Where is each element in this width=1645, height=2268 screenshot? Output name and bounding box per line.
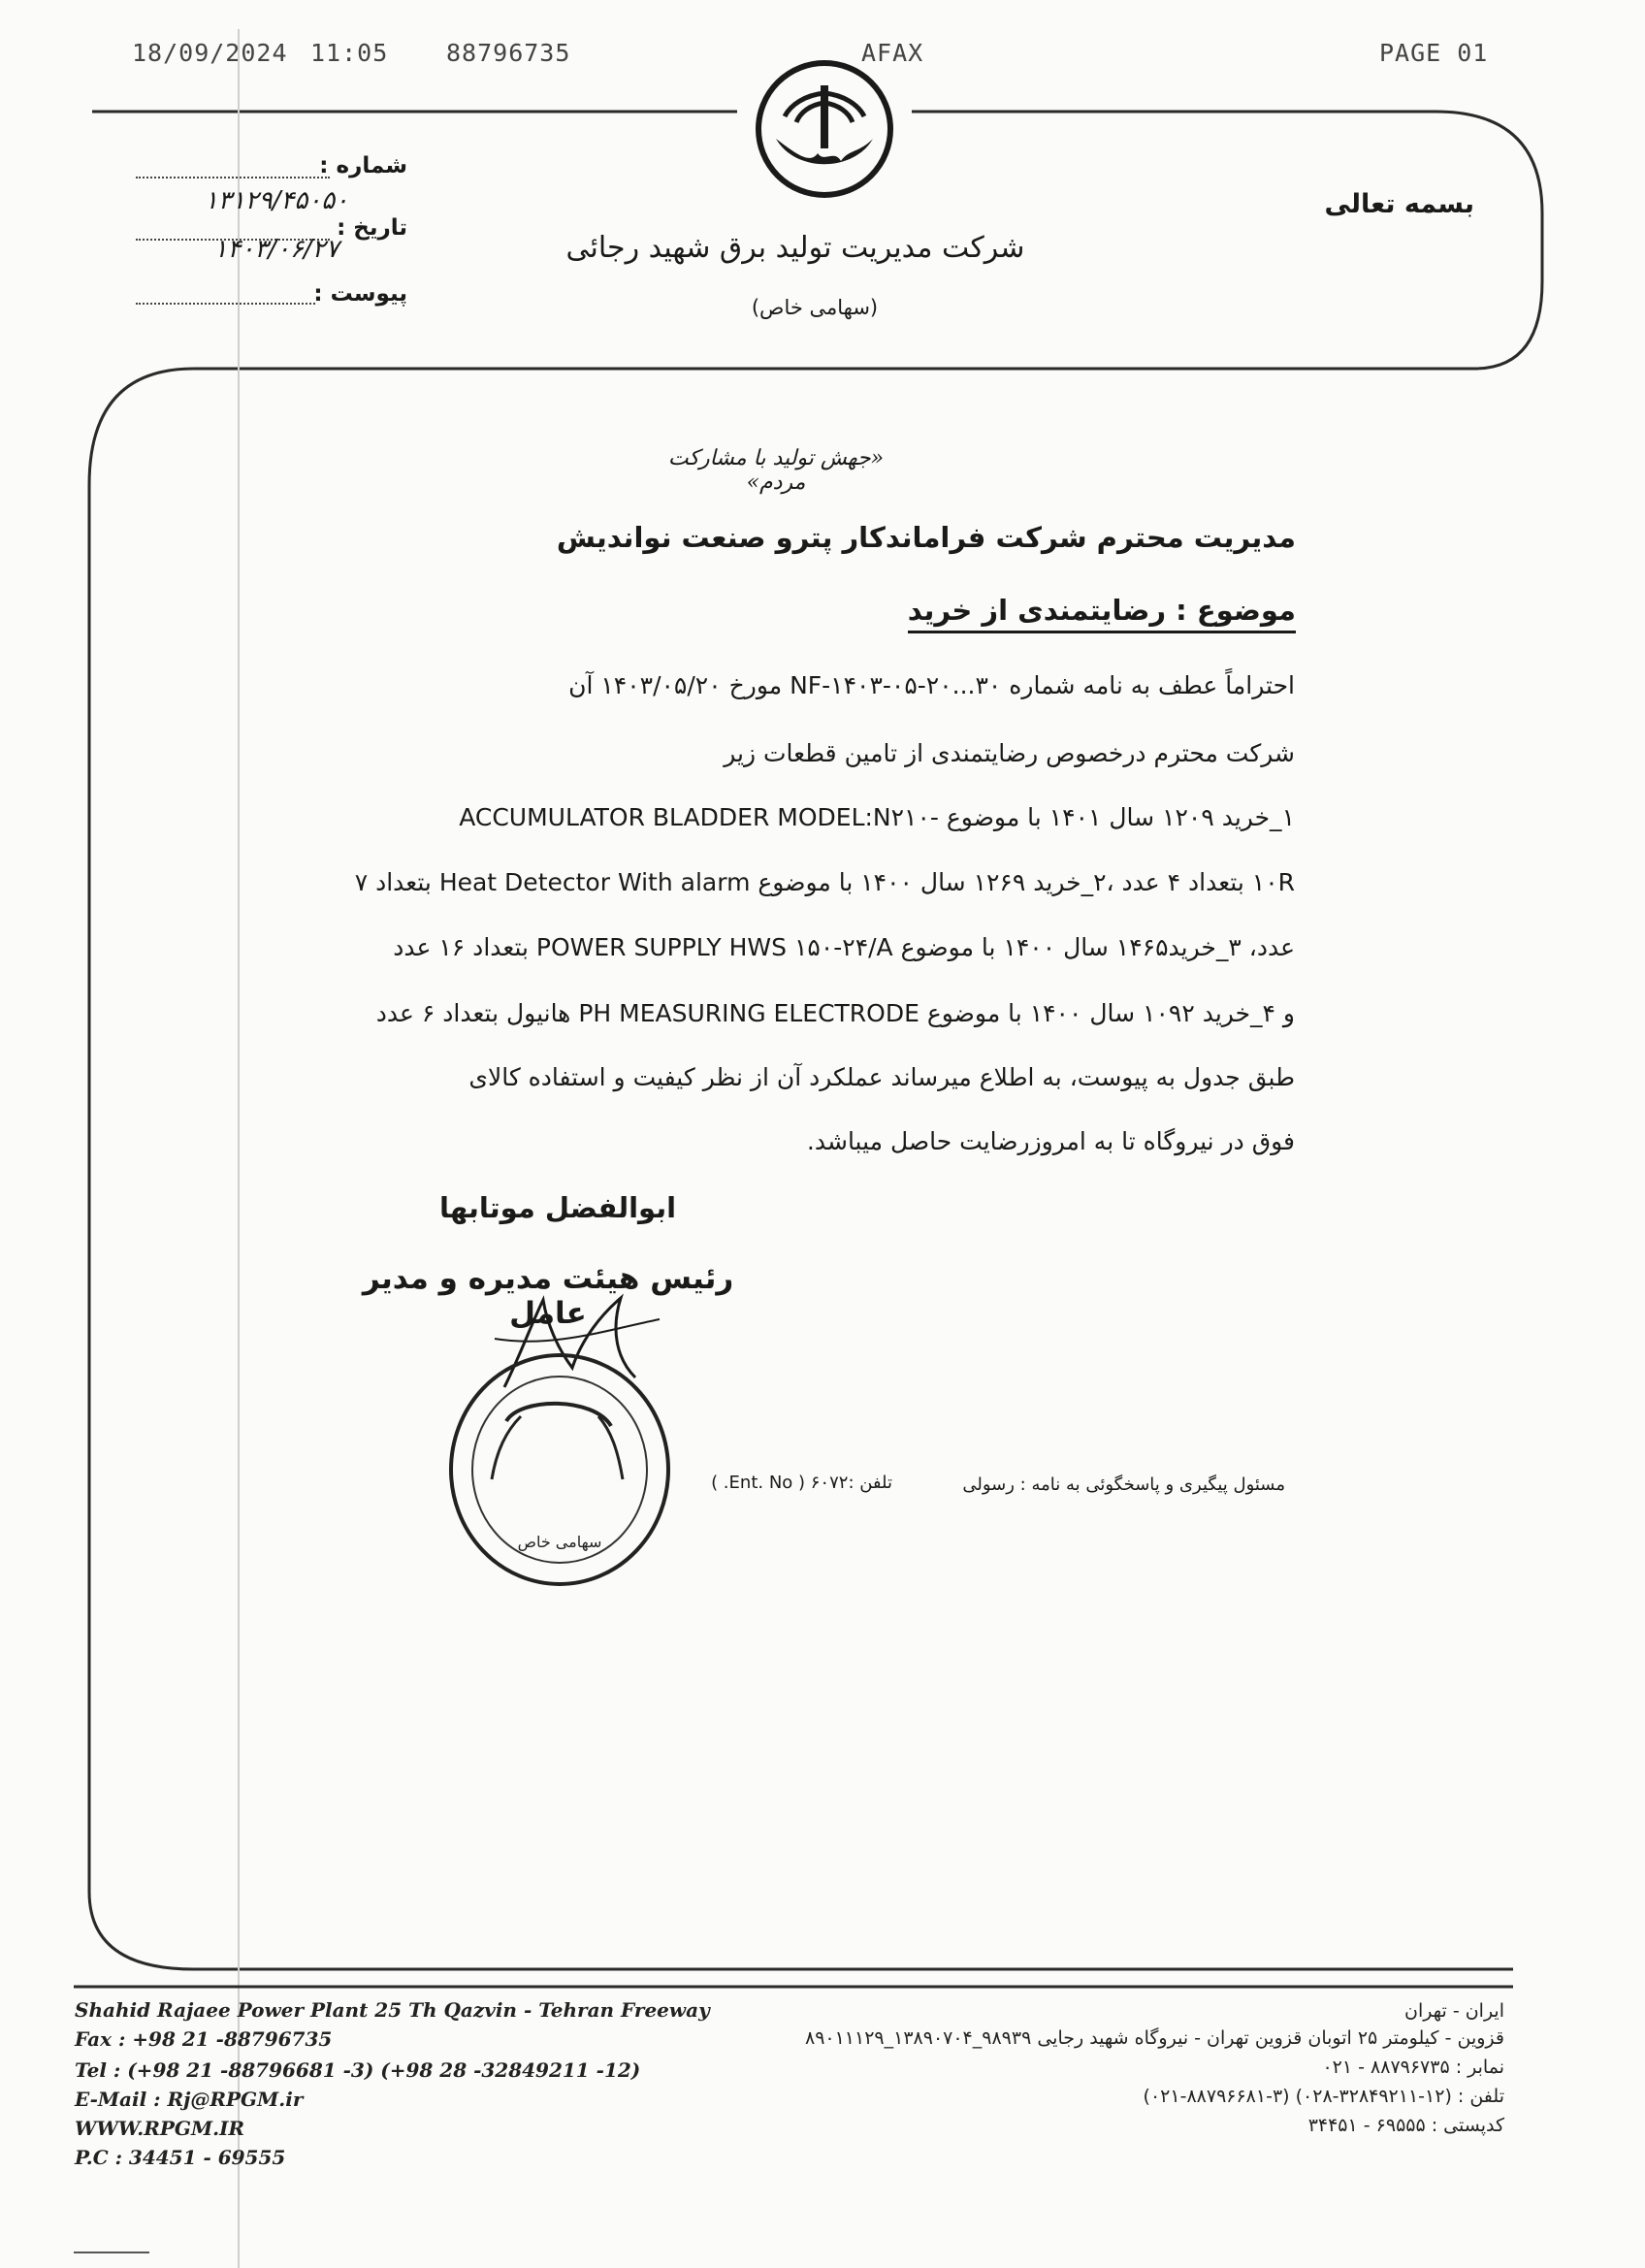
slogan: «جهش تولید با مشارکت مردم» — [667, 446, 885, 495]
footer-country-fa: ایران - تهران — [1404, 2000, 1504, 2022]
footer-fax-en: Fax : +98 21 -88796735 — [75, 2027, 333, 2051]
footer-tel-en: Tel : (+98 21 -88796681 -3) (+98 28 -32849211 -12) — [75, 2058, 641, 2082]
footer-tel-fa: تلفن : (۱۲-۳۲۸۴۹۲۱۱-۰۲۸) (۳-۸۸۷۹۶۶۸۱-۰۲۱) — [1143, 2086, 1504, 2107]
subject — [811, 594, 1296, 627]
footer-address-fa: قزوین - کیلومتر ۲۵ اتوبان قزوین تهران - نیروگاه شهید رجایی ۹۸۹۳۹_۱۳۸۹۰۷۰۴_۸۹۰۱۱۱۲۹ — [804, 2027, 1504, 2049]
number-value: ۱۳۱۲۹/۴۵۰۵۰ — [204, 186, 349, 215]
footer-web-en: WWW.RPGM.IR — [75, 2117, 245, 2140]
letter-line-5: عدد، ۳_خرید۱۴۶۵ سال ۱۴۰۰ با موضوع POWER SUPPLY HWS ۱۵۰-۲۴/A بتعداد ۱۶ عدد — [393, 933, 1295, 961]
letter-line-4: ۱۰R بتعداد ۴ عدد ،۲_خرید ۱۲۶۹ سال ۱۴۰۰ با موضوع Heat Detector With alarm بتعداد ۷ — [354, 868, 1295, 896]
seal-text: سهامی خاص — [517, 1533, 602, 1551]
date-value: ۱۴۰۳/۰۶/۲۷ — [213, 235, 339, 264]
company-type: (سهامی خاص) — [751, 296, 879, 319]
attachment-label: پیوست : — [313, 281, 407, 307]
bismillah: بسمه تعالی — [1324, 189, 1474, 219]
company-name: شرکت مدیریت تولید برق شهید رجائی — [565, 231, 1025, 265]
phone-extension: تلفن :۶۰۷۲ ( Ent. No. ) — [711, 1473, 892, 1493]
footer-email-en: E-Mail : Rj@RPGM.ir — [75, 2088, 304, 2111]
fax-time: 11:05 — [310, 39, 389, 67]
fax-number: 88796735 — [446, 39, 571, 67]
company-logo — [752, 56, 897, 202]
fax-sender: AFAX — [861, 39, 924, 67]
letter-line-6: و ۴_خرید ۱۰۹۲ سال ۱۴۰۰ با موضوع PH MEASURING ELECTRODE هانیول بتعداد ۶ عدد — [375, 999, 1295, 1027]
footer-pc-en: P.C : 34451 - 69555 — [75, 2146, 286, 2169]
date-label: تاریخ : — [337, 215, 407, 241]
fax-date: 18/09/2024 — [132, 39, 288, 67]
recipient: مدیریت محترم شرکت فراماندکار پترو صنعت نواندیش — [556, 521, 1296, 554]
responsible-line: مسئول پیگیری و پاسخگوئی به نامه : رسولی — [962, 1474, 1285, 1495]
attachment-dots — [136, 303, 315, 305]
footer-fax-fa: نمابر : ۸۸۷۹۶۷۳۵ - ۰۲۱ — [1322, 2057, 1504, 2078]
fax-page: PAGE 01 — [1379, 39, 1489, 67]
letter-line-7: طبق جدول به پیوست، به اطلاع میرساند عملکرد آن از نظر کیفیت و استفاده کالای — [468, 1063, 1295, 1091]
number-label: شماره : — [319, 153, 407, 178]
number-dots — [136, 177, 330, 178]
letter-line-2: شرکت محترم درخصوص رضایتمندی از تامین قطعات زیر — [724, 739, 1295, 767]
letter-line-3: ۱_خرید ۱۲۰۹ سال ۱۴۰۱ با موضوع -ACCUMULATOR BLADDER MODEL:N۲۱۰ — [459, 803, 1295, 831]
footer-pc-fa: کدپستی : ۶۹۵۵۵ - ۳۴۴۵۱ — [1307, 2115, 1504, 2136]
signer-title: رئیس هیئت مدیره و مدیر عامل — [362, 1261, 734, 1331]
signer-name: ابوالفضل موتابها — [438, 1191, 677, 1224]
footer-address-en: Shahid Rajaee Power Plant 25 Th Qazvin - Tehran Freeway — [75, 1998, 710, 2022]
company-seal — [438, 1344, 681, 1596]
subject-text: موضوع : رضایتمندی از خرید — [908, 594, 1296, 633]
letter-line-8: فوق در نیروگاه تا به امروزرضایت حاصل میباشد. — [806, 1127, 1295, 1155]
letter-line-1: احتراماً عطف به نامه شماره NF-۱۴۰۳-۰۵-۲۰...۳۰ مورخ ۱۴۰۳/۰۵/۲۰ آن — [568, 671, 1295, 699]
